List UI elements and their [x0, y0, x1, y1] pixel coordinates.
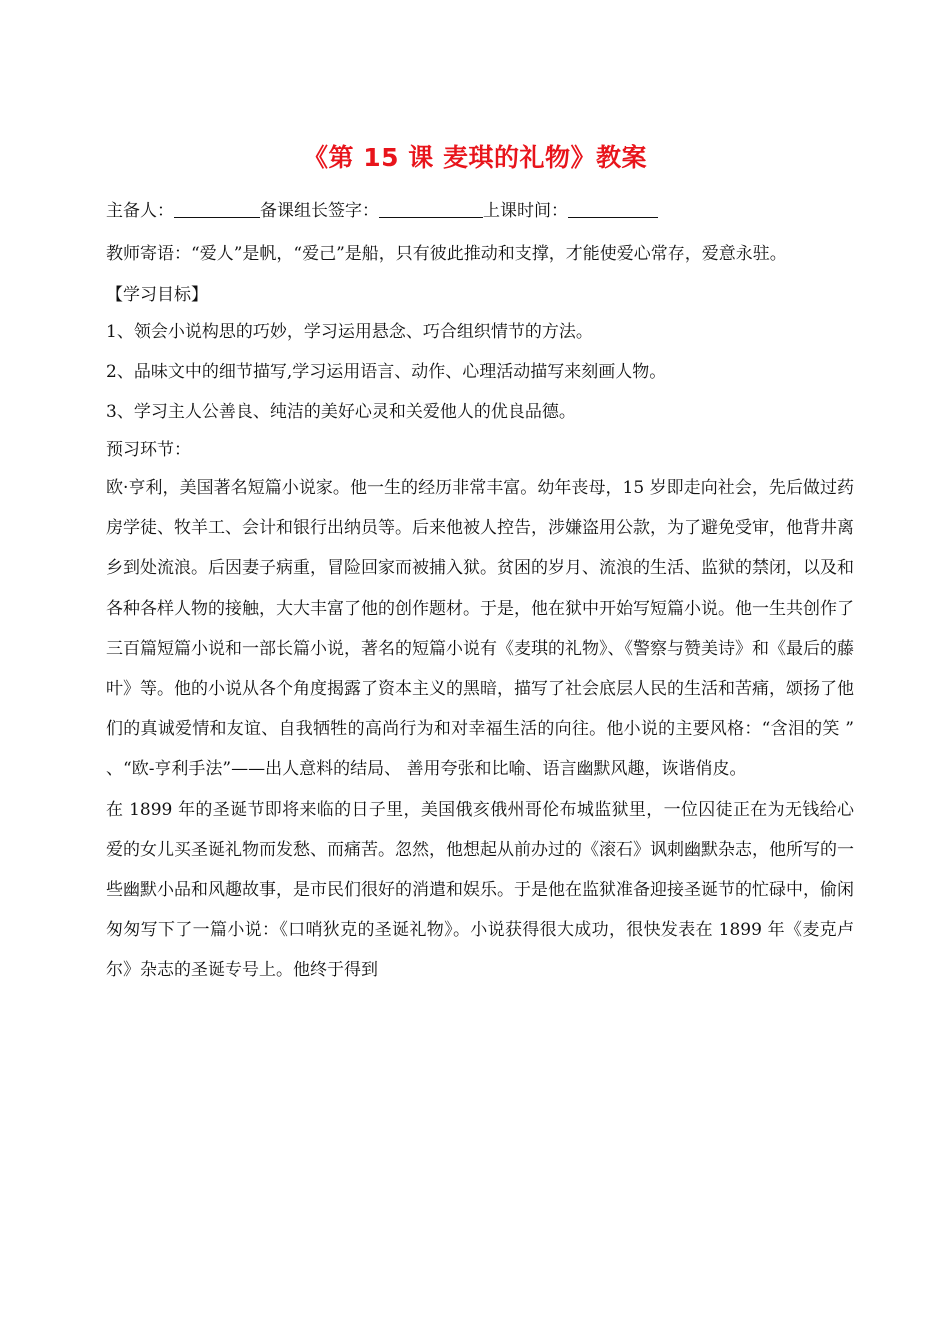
group-leader-blank: [379, 199, 483, 218]
group-leader-label: 备课组长签字：: [260, 201, 379, 221]
lead-teacher-blank: [174, 199, 260, 218]
document-title: 《第 15 课 麦琪的礼物》教案: [303, 143, 647, 172]
objective-item: 1、领会小说构思的巧妙，学习运用悬念、巧合组织情节的方法。: [106, 322, 593, 342]
teacher-message: 教师寄语：“爱人”是帆，“爱己”是船，只有彼此推动和支撑，才能使爱心常存，爱意永驻。: [106, 244, 787, 264]
class-time-blank: [568, 199, 658, 218]
document-body: [106, 198, 854, 991]
story-paragraph: 在 1899 年的圣诞节即将来临的日子里，美国俄亥俄州哥伦布城监狱里，一位囚徒正在为无钱给心爱的女儿买圣诞礼物而发愁、而痛苦。忽然，他想起从前办过的《滚石》讽刺幽默杂志，他所写的一些幽默小品和风趣故事，是市民们很好的消遣和娱乐。于是他在监狱准备迎接圣诞节的忙碌中，偷闲匆匆写下了一篇小说：《口哨狄克的圣诞礼物》。小说获得很大成功，很快发表在 1899 年《麦克卢尔》杂志的圣诞专号上。他终于得到: [106, 799, 854, 981]
objective-item: 2、品味文中的细节描写,学习运用语言、动作、心理活动描写来刻画人物。: [106, 362, 667, 382]
objectives-heading: 【学习目标】: [106, 285, 208, 305]
preview-heading: 预习环节：: [106, 440, 191, 460]
class-time-label: 上课时间：: [483, 201, 568, 221]
author-paragraph: 欧·亨利，美国著名短篇小说家。他一生的经历非常丰富。幼年丧母，15 岁即走向社会，先后做过药房学徒、牧羊工、会计和银行出纳员等。后来他被人控告，涉嫌盗用公款，为了避免受审，他背井离乡到处流浪。后因妻子病重，冒险回家而被捕入狱。贫困的岁月、流浪的生活、监狱的禁闭，以及和各种各样人物的接触，大大丰富了他的创作题材。于是，他在狱中开始写短篇小说。他一生共创作了三百篇短篇小说和一部长篇小说，著名的短篇小说有《麦琪的礼物》、《警察与赞美诗》和《最后的藤叶》等。他的小说从各个角度揭露了资本主义的黑暗，描写了社会底层人民的生活和苦痛，颂扬了他们的真诚爱情和友谊、自我牺牲的高尚行为和对幸福生活的向往。他小说的主要风格：“含泪的笑 ” 、“欧-亨利手法”——出人意料的结局、 善用夸张和比喻、语言幽默风趣，诙谐俏皮。: [106, 478, 854, 780]
signature-line: [106, 198, 854, 228]
objective-item: 3、学习主人公善良、纯洁的美好心灵和关爱他人的优良品德。: [106, 402, 576, 422]
lead-teacher-label: 主备人：: [106, 201, 174, 221]
